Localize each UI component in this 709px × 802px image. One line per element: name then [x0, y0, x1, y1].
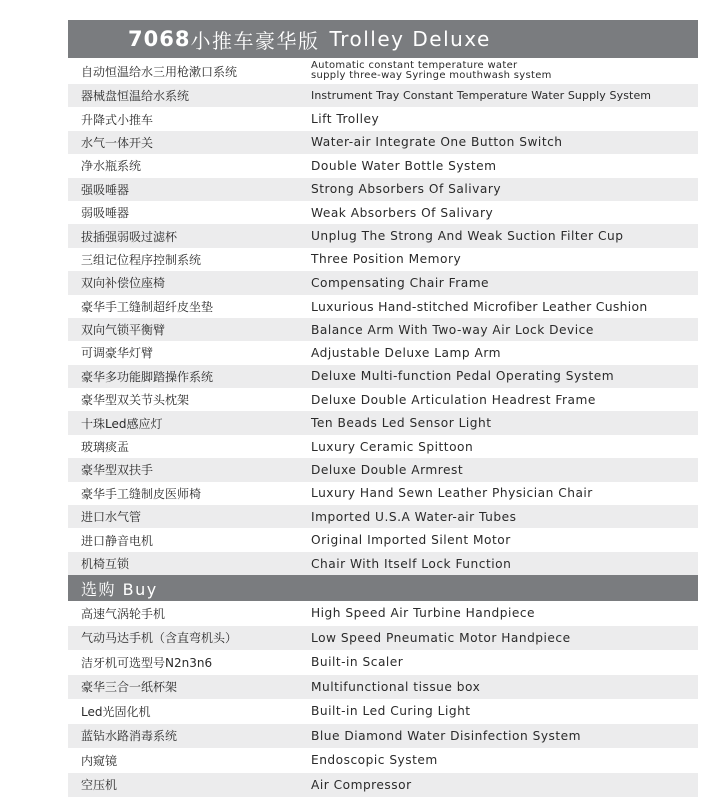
optional-list: [68, 601, 698, 797]
item-en: Chair With Itself Lock Function: [311, 556, 512, 571]
item-en: Compensating Chair Frame: [311, 275, 490, 290]
item-cn: 双向补偿位座椅: [81, 276, 166, 291]
section-header-buy: 选购 Buy: [68, 575, 698, 601]
item-cn: 机椅互锁: [81, 557, 130, 571]
list-item: [68, 131, 698, 154]
list-item: [68, 435, 698, 458]
item-cn: 拔插强弱吸过滤杯: [81, 229, 178, 244]
list-item: [68, 411, 698, 434]
item-en: Multifunctional tissue box: [311, 679, 481, 694]
title-bar: [68, 20, 698, 58]
item-en: Weak Absorbers Of Salivary: [311, 205, 494, 220]
item-cn: 器械盘恒温给水系统: [81, 89, 190, 104]
item-en: High Speed Air Turbine Handpiece: [311, 606, 536, 621]
spec-sheet: [68, 20, 698, 797]
list-item: [68, 248, 698, 271]
item-en: Unplug The Strong And Weak Suction Filter Cup: [311, 229, 624, 244]
item-cn: 蓝钻水路消毒系统: [81, 729, 178, 744]
list-item: [68, 271, 698, 294]
item-cn: 进口静音电机: [81, 533, 154, 548]
list-item: [68, 107, 698, 130]
item-cn: 玻璃痰盂: [81, 440, 130, 455]
item-cn: 净水瓶系统: [81, 159, 142, 174]
list-item: [68, 365, 698, 388]
list-item: [68, 341, 698, 364]
item-en: Deluxe Double Armrest: [311, 462, 464, 477]
list-item: [68, 773, 698, 798]
item-en: Built-in Scaler: [311, 655, 404, 670]
list-item: [68, 650, 698, 675]
item-en: Double Water Bottle System: [311, 158, 497, 173]
item-cn: 弱吸唾器: [81, 206, 130, 221]
item-cn: 豪华手工缝制超纤皮坐垫: [81, 299, 214, 314]
item-en: Luxurious Hand-stitched Microfiber Leather Cushion: [311, 298, 648, 314]
item-cn: 豪华多功能脚踏操作系统: [81, 369, 214, 384]
item-cn: Led光固化机: [81, 704, 151, 719]
item-cn: 自动恒温给水三用枪漱口系统: [81, 64, 238, 79]
item-en: Balance Arm With Two-way Air Lock Device: [311, 322, 594, 337]
item-en: Air Compressor: [311, 777, 412, 792]
title-cn: 小推车豪华版: [190, 28, 320, 53]
list-item: [68, 552, 698, 575]
item-en: Endoscopic System: [311, 753, 438, 768]
item-cn: 可调豪华灯臂: [81, 346, 154, 361]
list-item: [68, 154, 698, 177]
item-en: Luxury Hand Sewn Leather Physician Chair: [311, 486, 593, 501]
item-cn: 豪华手工缝制皮医师椅: [81, 486, 202, 501]
item-cn: 豪华型双扶手: [81, 463, 154, 478]
item-en: Three Position Memory: [311, 252, 462, 267]
list-item: [68, 601, 698, 626]
item-en: Imported U.S.A Water-air Tubes: [311, 509, 517, 524]
item-en: Lift Trolley: [311, 112, 380, 127]
item-cn: 双向气锁平衡臂: [81, 323, 166, 338]
item-en: [298, 61, 698, 81]
item-cn: 豪华型双关节头枕架: [81, 393, 190, 408]
list-item: [68, 295, 698, 318]
list-item: [68, 482, 698, 505]
list-item: [68, 224, 698, 247]
item-cn: 空压机: [81, 778, 118, 793]
list-item: [68, 458, 698, 481]
item-en: Instrument Tray Constant Temperature Water Supply System: [311, 89, 652, 103]
item-en-line1: Automatic constant temperature water: [311, 60, 518, 71]
item-cn: 高速气涡轮手机: [81, 606, 166, 621]
list-item: [68, 388, 698, 411]
list-item: [68, 626, 698, 651]
item-cn: 气动马达手机（含直弯机头）: [81, 631, 238, 646]
list-item: [68, 505, 698, 528]
list-item: [68, 748, 698, 773]
item-en: Original Imported Silent Motor: [311, 533, 511, 548]
item-en: Water-air Integrate One Button Switch: [311, 135, 563, 150]
list-item: [68, 675, 698, 700]
list-item: [68, 699, 698, 724]
list-item: [68, 724, 698, 749]
item-en: Adjustable Deluxe Lamp Arm: [311, 345, 502, 360]
model-number: 7068: [128, 27, 191, 51]
item-cn: 十珠Led感应灯: [81, 416, 163, 431]
item-en: Ten Beads Led Sensor Light: [311, 416, 492, 431]
list-item: [68, 201, 698, 224]
item-cn: 强吸唾器: [81, 182, 130, 197]
item-en: Deluxe Double Articulation Headrest Frame: [311, 392, 596, 407]
item-cn: 水气一体开关: [81, 135, 154, 150]
item-en: Built-in Led Curing Light: [311, 704, 471, 719]
item-cn: 豪华三合一纸杯架: [81, 680, 178, 695]
list-item: [68, 58, 698, 84]
list-item: [68, 528, 698, 551]
item-cn: 升降式小推车: [81, 112, 154, 127]
item-en: Blue Diamond Water Disinfection System: [311, 728, 582, 743]
item-en: Luxury Ceramic Spittoon: [311, 439, 474, 454]
item-en: Low Speed Pneumatic Motor Handpiece: [311, 630, 571, 645]
standard-list: [68, 58, 698, 575]
list-item: [68, 84, 698, 107]
item-en: Strong Absorbers Of Salivary: [311, 182, 502, 197]
item-cn: 内窥镜: [81, 753, 118, 768]
list-item: [68, 178, 698, 201]
item-cn: 洁牙机可选型号N2n3n6: [81, 655, 213, 670]
item-cn: 三组记位程序控制系统: [81, 252, 202, 267]
list-item: [68, 318, 698, 341]
item-en-line2: supply three-way Syringe mouthwash system: [311, 70, 552, 81]
title-en: Trolley Deluxe: [329, 27, 491, 51]
item-en: Deluxe Multi-function Pedal Operating System: [311, 369, 615, 384]
item-cn: 进口水气管: [81, 510, 142, 525]
